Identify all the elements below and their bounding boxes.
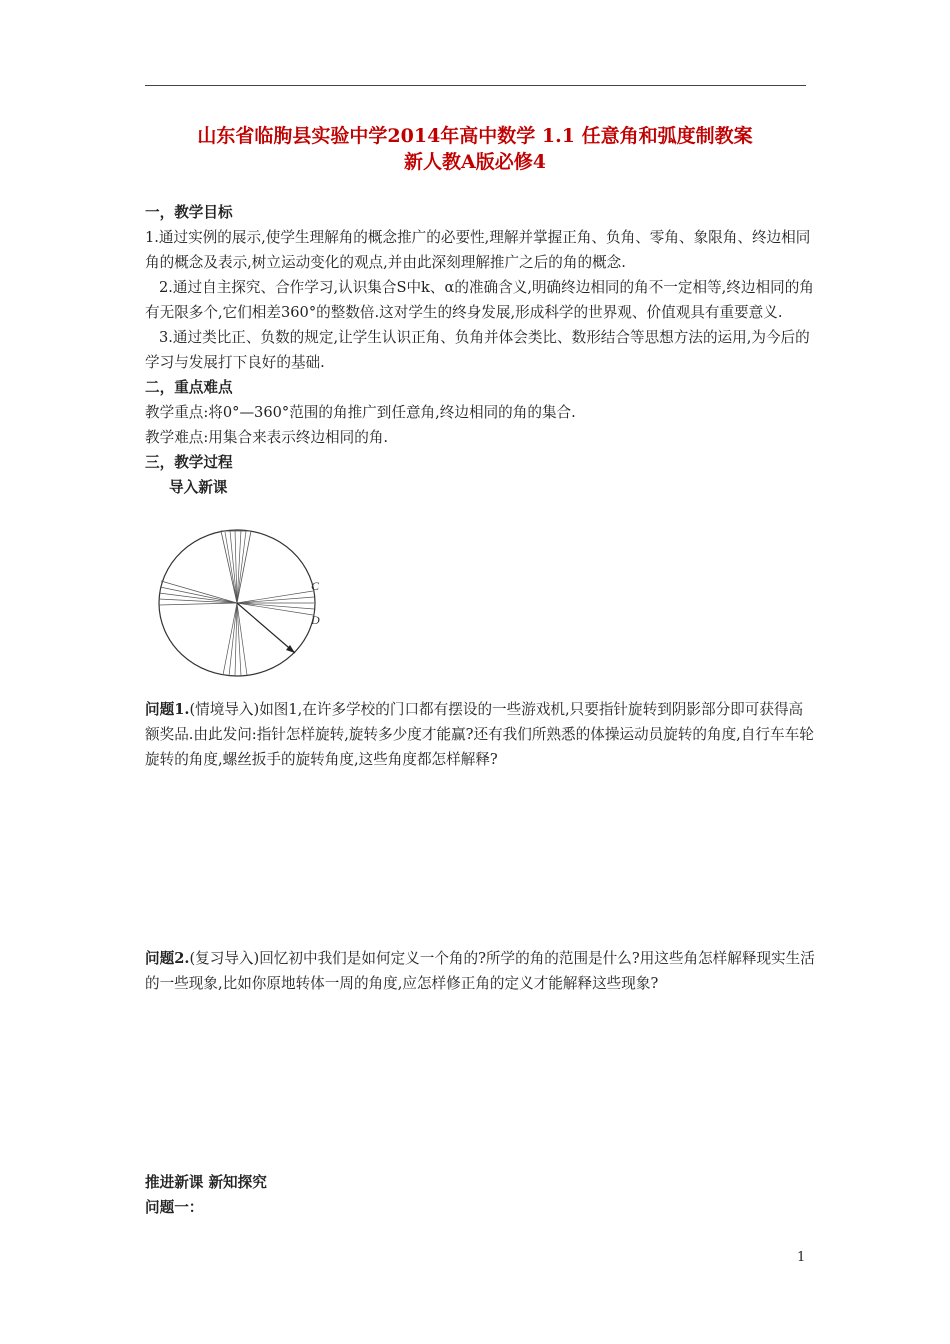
question-2 <box>145 946 815 996</box>
advance-section <box>145 1170 815 1220</box>
question-label: 问题1. <box>145 701 190 718</box>
question-1 <box>145 697 815 772</box>
question-label: 问题2. <box>145 950 190 967</box>
section-objectives <box>145 200 815 500</box>
label-d: D <box>311 613 320 627</box>
question-one-heading: 问题一： <box>145 1199 204 1216</box>
objective-paragraph: 3.通过类比正、负数的规定,让学生认识正角、负角并体会类比、数形结合等思想方法的运用,为今后的学习与发展打下良好的基础. <box>145 329 810 371</box>
key-point: 教学重点:将0°—360°范围的角推广到任意角,终边相同的角的集合. <box>145 404 576 421</box>
label-c: C <box>311 579 320 593</box>
difficult-point: 教学难点:用集合来表示终边相同的角. <box>145 429 389 446</box>
spinner-figure <box>155 527 335 683</box>
section-heading: 一，教学目标 <box>145 204 233 221</box>
question-text: (情境导入)如图1,在许多学校的门口都有摆设的一些游戏机,只要指针旋转到阴影部分即可获得高额奖品.由此发问:指针怎样旋转,旋转多少度才能赢?还有我们所熟悉的体操运动员旋转的角度,自行车车轮旋转的角度,螺丝扳手的旋转角度,这些角度都怎样解释? <box>145 701 814 768</box>
section-heading: 二，重点难点 <box>145 379 233 396</box>
intro-heading: 导入新课 <box>169 479 228 496</box>
document-title: 山东省临朐县实验中学2014年高中数学 1.1 任意角和弧度制教案 <box>197 125 753 147</box>
document-subtitle: 新人教A版必修4 <box>404 151 546 173</box>
section-heading: 三，教学过程 <box>145 454 233 471</box>
header-rule <box>145 85 806 86</box>
page-number: 1 <box>797 1250 806 1265</box>
objective-paragraph: 2.通过自主探究、合作学习,认识集合S中k、α的准确含义,明确终边相同的角不一定相等,终边相同的角有无限多个,它们相差360°的整数倍.这对学生的终身发展,形成科学的世界观、价值观具有重要意义. <box>145 279 814 321</box>
section-heading: 推进新课 新知探究 <box>145 1174 267 1191</box>
objective-paragraph: 1.通过实例的展示,使学生理解角的概念推广的必要性,理解并掌握正角、负角、零角、象限角、终边相同角的概念及表示,树立运动变化的观点,并由此深刻理解推广之后的角的概念. <box>145 229 811 271</box>
question-text: (复习导入)回忆初中我们是如何定义一个角的?所学的角的范围是什么?用这些角怎样解释现实生活的一些现象,比如你原地转体一周的角度,应怎样修正角的定义才能解释这些现象? <box>145 950 815 992</box>
